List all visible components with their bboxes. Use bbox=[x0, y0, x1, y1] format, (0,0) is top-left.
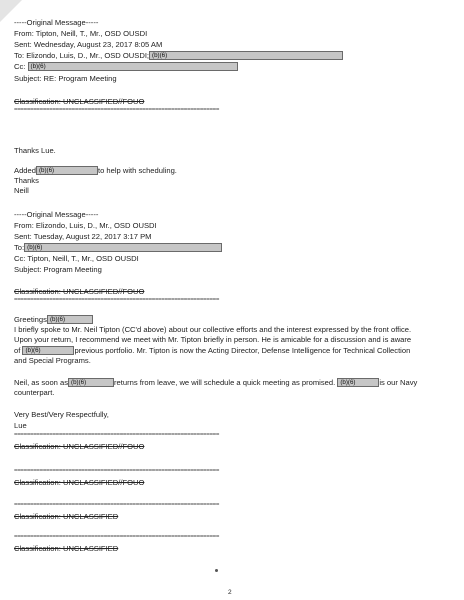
separator-rule: ================================================================ bbox=[14, 534, 220, 540]
msg2-to-text: To: bbox=[14, 243, 25, 252]
redaction-box bbox=[28, 62, 238, 71]
separator-rule: ================================================================ bbox=[14, 107, 220, 113]
msg1-cc bbox=[14, 62, 238, 71]
separator-rule: ================================================================ bbox=[14, 468, 220, 474]
body-p1-line3-pre: of bbox=[14, 346, 21, 355]
redaction-box bbox=[47, 315, 93, 324]
body-p1-line3-post: previous portfolio. Mr. Tipton is now the Acting Director, Defense Intelligence for Technical Collection bbox=[74, 346, 411, 355]
body-closing: Very Best/Very Respectfully, bbox=[14, 410, 109, 419]
redaction-box bbox=[24, 243, 222, 252]
msg1-from: From: Tipton, Neill, T., Mr., OSD OUSDI bbox=[14, 29, 148, 38]
msg1-to bbox=[14, 51, 343, 60]
body-greetings bbox=[14, 315, 93, 324]
msg1-classification: Classification: UNCLASSIFIED//FOUO bbox=[14, 97, 145, 106]
footer-classification-fouo-1: Classification: UNCLASSIFIED//FOUO bbox=[14, 442, 145, 451]
reply1-added-pre: Added bbox=[14, 166, 36, 175]
body-p2-mid: returns from leave, we will schedule a quick meeting as promised. bbox=[114, 378, 336, 387]
body-p2-line2: counterpart. bbox=[14, 388, 55, 397]
body-p1-line2: Upon your return, I recommend we meet with Mr. Tipton briefly in person. He is amicable for a discussion and is aware bbox=[14, 335, 412, 344]
scan-speck bbox=[215, 569, 218, 572]
body-greetings-text: Greetings bbox=[14, 315, 47, 324]
page-number: 2 bbox=[228, 589, 232, 596]
msg2-to bbox=[14, 243, 222, 252]
redaction-code: (b)(6) bbox=[25, 347, 41, 354]
msg1-to-text: To: Elizondo, Luis, D., Mr., OSD OUSDI; bbox=[14, 51, 150, 60]
msg2-cc: Cc: Tipton, Neill, T., Mr., OSD OUSDI bbox=[14, 254, 139, 263]
redaction-box bbox=[36, 166, 98, 175]
body-p1-line4: and Special Programs. bbox=[14, 356, 91, 365]
redaction-box bbox=[337, 378, 379, 387]
body-closing-name: Lue bbox=[14, 421, 27, 430]
redaction-code: (b)(6) bbox=[27, 244, 43, 251]
footer-classification-uncl-1: Classification: UNCLASSIFIED bbox=[14, 512, 119, 521]
redaction-code: (b)(6) bbox=[152, 52, 168, 59]
msg2-subject: Subject: Program Meeting bbox=[14, 265, 102, 274]
msg2-original-header: -----Original Message----- bbox=[14, 210, 99, 219]
redaction-code: (b)(6) bbox=[71, 379, 87, 386]
body-p2-post: is our Navy bbox=[379, 378, 418, 387]
msg1-subject: Subject: RE: Program Meeting bbox=[14, 74, 117, 83]
redaction-code: (b)(6) bbox=[49, 316, 66, 323]
body-p1-line1: I briefly spoke to Mr. Neil Tipton (CC'd above) about our collective efforts and the interest expressed by the front office. bbox=[14, 325, 412, 334]
reply1-added-post: to help with scheduling. bbox=[97, 166, 177, 175]
separator-rule: ================================================================ bbox=[14, 297, 220, 303]
msg2-from: From: Elizondo, Luis, D., Mr., OSD OUSDI bbox=[14, 221, 157, 230]
footer-classification-uncl-2: Classification: UNCLASSIFIED bbox=[14, 544, 119, 553]
msg2-sent: Sent: Tuesday, August 22, 2017 3:17 PM bbox=[14, 232, 152, 241]
body-p2-pre: Neil, as soon as bbox=[14, 378, 69, 387]
reply1-thanks: Thanks bbox=[14, 176, 39, 185]
reply1-signature: Neill bbox=[14, 186, 29, 195]
redaction-code: (b)(6) bbox=[38, 167, 55, 174]
reply1-added-line bbox=[14, 166, 177, 175]
separator-rule: ================================================================ bbox=[14, 432, 220, 438]
body-p1-line3 bbox=[14, 346, 410, 355]
msg1-cc-text: Cc: bbox=[14, 62, 26, 71]
separator-rule: ================================================================ bbox=[14, 502, 220, 508]
redaction-box bbox=[22, 346, 74, 355]
redaction-code: (b)(6) bbox=[30, 63, 46, 70]
msg1-sent: Sent: Wednesday, August 23, 2017 8:05 AM bbox=[14, 40, 163, 49]
footer-classification-fouo-2: Classification: UNCLASSIFIED//FOUO bbox=[14, 478, 145, 487]
redaction-box bbox=[149, 51, 343, 60]
original-message-header: -----Original Message----- bbox=[14, 18, 99, 27]
reply1-thanks-lue: Thanks Lue. bbox=[14, 146, 56, 155]
msg2-classification: Classification: UNCLASSIFIED//FOUO bbox=[14, 287, 145, 296]
body-p2-line1 bbox=[14, 378, 417, 387]
redaction-code: (b)(6) bbox=[340, 379, 356, 386]
redaction-box bbox=[68, 378, 114, 387]
